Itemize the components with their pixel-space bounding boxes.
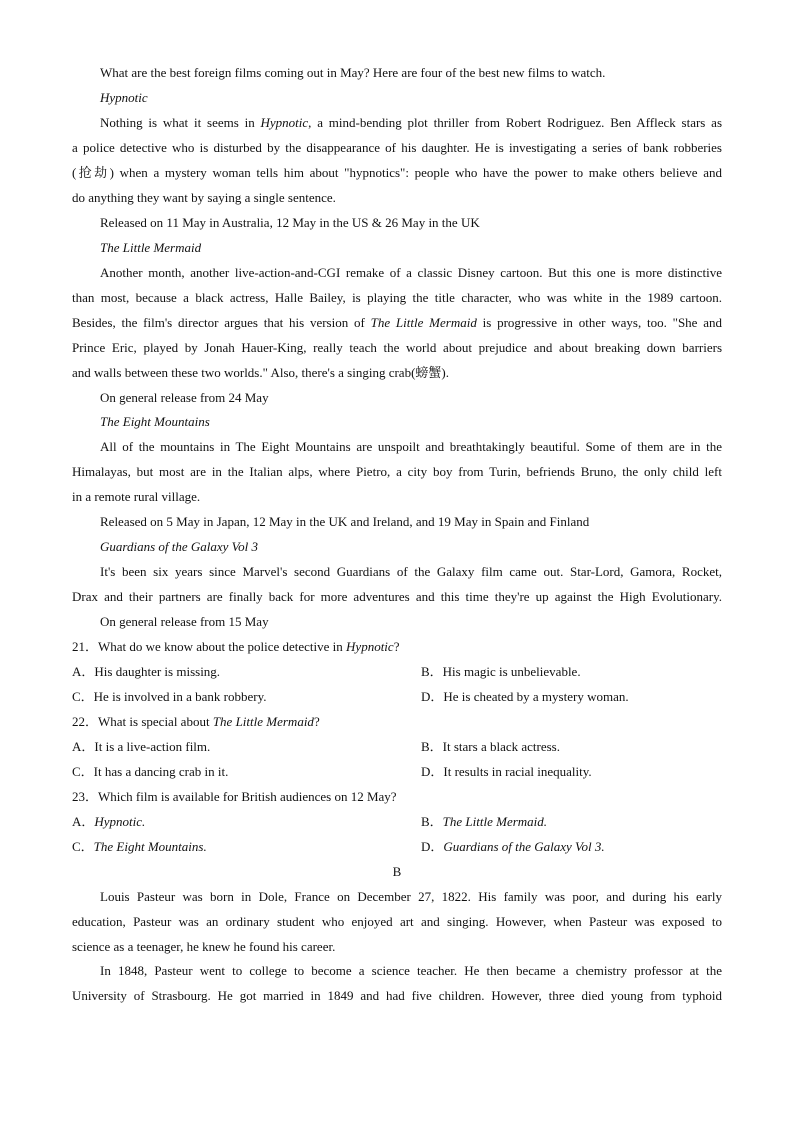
q23-option-c[interactable]: C．The Eight Mountains. [72, 839, 207, 854]
film-title-little-mermaid: The Little Mermaid [100, 240, 202, 255]
q23-option-b[interactable]: B．The Little Mermaid. [421, 814, 548, 829]
mermaid-release: On general release from 24 May [100, 390, 269, 405]
q22-option-b[interactable]: B．It stars a black actress. [421, 739, 560, 754]
q21-option-d[interactable]: D．He is cheated by a mystery woman. [421, 689, 629, 704]
section-b-line-2: education, Pasteur was an ordinary student who enjoyed art and singing. However, when Pasteur was exposed to [72, 914, 722, 929]
hypnotic-release: Released on 11 May in Australia, 12 May in the US & 26 May in the UK [100, 215, 480, 230]
section-b-line-1: Louis Pasteur was born in Dole, France on December 27, 1822. His family was poor, and during his early [100, 889, 722, 904]
q21-option-b[interactable]: B．His magic is unbelievable. [421, 664, 581, 679]
mermaid-line-2: than most, because a black actress, Halle Bailey, is playing the title character, who was white in the 1989 cartoon. [72, 290, 722, 305]
film-title-hypnotic: Hypnotic [100, 90, 148, 105]
question-22-stem: 22．What is special about The Little Mermaid? [72, 714, 320, 729]
guardians-line-2: Drax and their partners are finally back for more adventures and this time they're up against the High Evolutionary. [72, 589, 722, 604]
q23-option-d[interactable]: D．Guardians of the Galaxy Vol 3. [421, 839, 605, 854]
q21-option-a[interactable]: A．His daughter is missing. [72, 664, 221, 679]
mountains-line-2: Himalayas, but most are in the Italian alps, where Pietro, a city boy from Turin, befriends Bruno, the only child left [72, 464, 722, 479]
q21-option-c[interactable]: C．He is involved in a bank robbery. [72, 689, 267, 704]
q22-option-d[interactable]: D．It results in racial inequality. [421, 764, 592, 779]
mermaid-line-4: Prince Eric, played by Jonah Hauer-King, really teach the world about prejudice and about breaking down barriers [72, 340, 722, 355]
guardians-line-1: It's been six years since Marvel's second Guardians of the Galaxy film came out. Star-Lord, Gamora, Rocket, [100, 564, 722, 579]
section-b-line-3: science as a teenager, he knew he found his career. [72, 939, 336, 954]
question-23-stem: 23．Which film is available for British audiences on 12 May? [72, 789, 397, 804]
mountains-line-1: All of the mountains in The Eight Mountains are unspoilt and breathtakingly beautiful. Some of them are in the [100, 439, 722, 454]
mermaid-line-5: and walls between these two worlds." Also, there's a singing crab(螃蟹). [72, 365, 449, 380]
section-b-heading: B [392, 864, 402, 879]
intro-line: What are the best foreign films coming out in May? Here are four of the best new films to watch. [100, 65, 606, 80]
guardians-release: On general release from 15 May [100, 614, 269, 629]
film-title-eight-mountains: The Eight Mountains [100, 414, 210, 429]
q23-option-a[interactable]: A．Hypnotic. [72, 814, 146, 829]
film-title-guardians: Guardians of the Galaxy Vol 3 [100, 539, 259, 554]
q22-option-a[interactable]: A．It is a live-action film. [72, 739, 211, 754]
mermaid-line-1: Another month, another live-action-and-CGI remake of a classic Disney cartoon. But this one is more distinctive [100, 265, 722, 280]
section-b-line-5: University of Strasbourg. He got married in 1849 and had five children. However, three died young from typhoid [72, 988, 722, 1003]
mountains-release: Released on 5 May in Japan, 12 May in the UK and Ireland, and 19 May in Spain and Finland [100, 514, 590, 529]
hypnotic-line-3: (抢劫) when a mystery woman tells him about "hypnotics": people who have the power to make others believe and [72, 165, 722, 180]
section-b-line-4: In 1848, Pasteur went to college to become a science teacher. He then became a chemistry professor at the [100, 963, 722, 978]
mermaid-line-3: Besides, the film's director argues that his version of The Little Mermaid is progressive in other ways, too. "She and [72, 315, 723, 330]
q22-option-c[interactable]: C．It has a dancing crab in it. [72, 764, 229, 779]
hypnotic-line-1: Nothing is what it seems in Hypnotic, a mind-bending plot thriller from Robert Rodriguez. Ben Affleck stars as [100, 115, 723, 130]
hypnotic-line-2: a police detective who is disturbed by the disappearance of his daughter. He is investigating a series of bank robberies [72, 140, 722, 155]
hypnotic-line-4: do anything they want by saying a single sentence. [72, 190, 336, 205]
question-21-stem: 21．What do we know about the police detective in Hypnotic? [72, 639, 400, 654]
mountains-line-3: in a remote rural village. [72, 489, 201, 504]
